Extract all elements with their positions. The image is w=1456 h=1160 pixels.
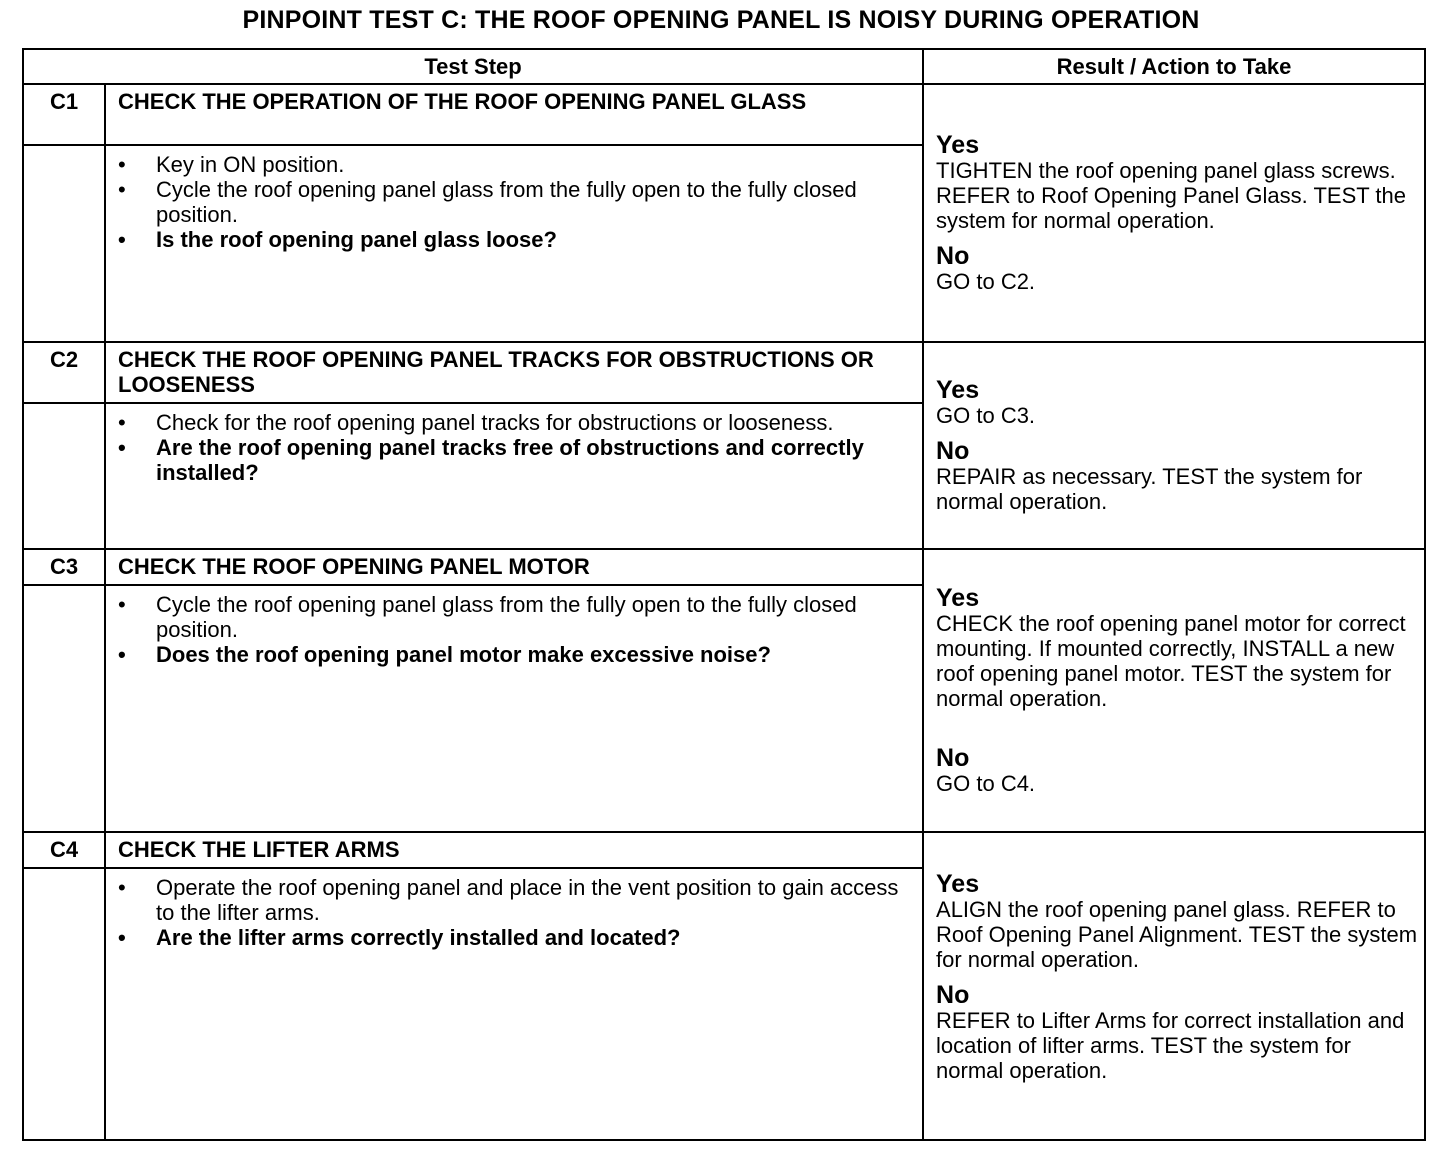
list-item: • Cycle the roof opening panel glass from the fully open to the fully closed position.	[106, 177, 914, 227]
step-id: C1	[23, 84, 105, 145]
step-heading: CHECK THE ROOF OPENING PANEL MOTOR	[105, 549, 923, 585]
list-item: • Cycle the roof opening panel glass from the fully open to the fully closed position.	[106, 592, 914, 642]
step-c4-heading-row	[23, 832, 1425, 868]
no-action: REFER to Lifter Arms for correct installation and location of lifter arms. TEST the system for normal operation.	[936, 1008, 1405, 1083]
table-header-row	[23, 49, 1425, 84]
step-c3-heading-row	[23, 549, 1425, 585]
step-body	[105, 145, 923, 342]
step-id-blank	[23, 868, 105, 1140]
pinpoint-test-table	[22, 48, 1426, 1141]
step-heading: CHECK THE LIFTER ARMS	[105, 832, 923, 868]
step-bullets	[106, 410, 914, 485]
step-heading: CHECK THE ROOF OPENING PANEL TRACKS FOR OBSTRUCTIONS OR LOOSENESS	[105, 342, 923, 403]
step-body	[105, 403, 923, 549]
step-question: • Does the roof opening panel motor make excessive noise?	[106, 642, 914, 667]
step-bullets	[106, 875, 914, 950]
step-question: • Are the roof opening panel tracks free of obstructions and correctly installed?	[106, 435, 914, 485]
no-label: No	[936, 437, 970, 465]
step-result	[923, 549, 1425, 832]
page-title: PINPOINT TEST C: THE ROOF OPENING PANEL IS NOISY DURING OPERATION	[242, 6, 1200, 34]
no-label: No	[936, 242, 970, 270]
step-result	[923, 342, 1425, 549]
no-label: No	[936, 981, 970, 1009]
step-body	[105, 868, 923, 1140]
step-id-blank	[23, 403, 105, 549]
yes-label: Yes	[936, 131, 980, 159]
no-label: No	[936, 744, 970, 772]
yes-label: Yes	[936, 584, 980, 612]
yes-action: CHECK the roof opening panel motor for correct mounting. If mounted correctly, INSTALL a new roof opening panel motor. TEST the system for normal operation.	[936, 611, 1406, 711]
yes-label: Yes	[936, 870, 980, 898]
step-id: C3	[23, 549, 105, 585]
test-step-header: Test Step	[23, 49, 923, 84]
step-c1-heading-row	[23, 84, 1425, 145]
list-item: • Check for the roof opening panel tracks for obstructions or looseness.	[106, 410, 914, 435]
step-question: • Is the roof opening panel glass loose?	[106, 227, 914, 252]
result-header: Result / Action to Take	[923, 49, 1425, 84]
step-question: • Are the lifter arms correctly installed and located?	[106, 925, 914, 950]
no-action: REPAIR as necessary. TEST the system for normal operation.	[936, 464, 1363, 514]
no-action: GO to C4.	[936, 771, 1036, 796]
step-heading: CHECK THE OPERATION OF THE ROOF OPENING PANEL GLASS	[105, 84, 923, 145]
step-bullets	[106, 592, 914, 667]
step-c2-heading-row	[23, 342, 1425, 403]
step-id-blank	[23, 145, 105, 342]
no-action: GO to C2.	[936, 269, 1036, 294]
step-id: C2	[23, 342, 105, 403]
step-id: C4	[23, 832, 105, 868]
yes-action: TIGHTEN the roof opening panel glass screws. REFER to Roof Opening Panel Glass. TEST the system for normal operation.	[936, 158, 1406, 233]
list-item: • Key in ON position.	[106, 152, 914, 177]
step-result	[923, 832, 1425, 1140]
step-result	[923, 84, 1425, 342]
yes-action: GO to C3.	[936, 403, 1036, 428]
step-body	[105, 585, 923, 832]
yes-label: Yes	[936, 376, 980, 404]
step-bullets	[106, 152, 914, 252]
yes-action: ALIGN the roof opening panel glass. REFER to Roof Opening Panel Alignment. TEST the system for normal operation.	[936, 897, 1418, 972]
step-id-blank	[23, 585, 105, 832]
list-item: • Operate the roof opening panel and place in the vent position to gain access to the lifter arms.	[106, 875, 914, 925]
